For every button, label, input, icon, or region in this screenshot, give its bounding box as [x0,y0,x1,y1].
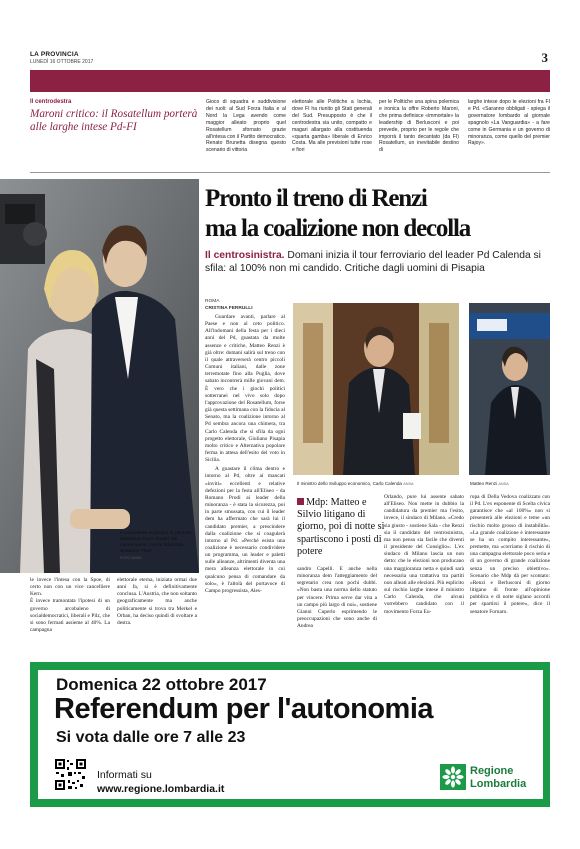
regione-lombardia-wordmark [470,765,526,790]
photo-renzi-credit: ANSA [498,482,509,486]
pull-quote-square-icon [297,498,304,505]
main-headline [205,184,550,244]
photo-kurz-image [0,179,199,573]
subhead-label: Il centrosinistra. [205,250,285,261]
photo-renzi-image [469,303,550,475]
pull-quote [297,497,385,558]
main-body-col-3: sandro Capelli. E anche nella minoranza dem l'atteggiamento del segretario crea non pochi dubbi. «Non basta una norma dello statuto per vincere. Prima serve dar vita a un campo più largo di noi», sostiene Gianni Cuperlo esprimendo le preoccupazioni che sono anche di Andrea [297,566,377,630]
dateline-city: ROMA [205,299,220,304]
photo-kurz-caption [120,531,204,562]
divider [30,172,550,173]
ad-info-label: Informati su [97,769,152,781]
section-banner [30,70,550,92]
top-article-col-3: per le Politiche una spina polemica e ironica la offre Roberto Maroni, che prima definisce «immortale» la leadership di Berlusconi e poi prevede, proprio per le regole che imporrà il tanto decantato (da FI) Rosatellum, un inevitabile destino di [379,99,459,154]
ad-date: Domenica 22 ottobre 2017 [56,675,267,694]
regione-lombardia-logo-icon [440,764,466,790]
ad-url-link[interactable]: www.regione.lombardia.it [97,783,225,795]
masthead: LA PROVINCIA [30,51,79,58]
brand-line-2: Lombardia [470,777,527,790]
top-article-title: Maroni critico: il Rosatellum porterà alle larghe intese Pd-FI [30,108,198,133]
photo-kurz [0,179,199,573]
main-body-p1: Guardare avanti, parlare al Paese e non al ceto politico. All'indomani della festa per i dieci anni del Pd, guastata da molte assenze e critiche, Matteo Renzi è già oltre: domani salirà sul treno con il quale attraverserà centro piccoli Comuni italiani, dalle zone terremotate fino alla Puglia, dove sabato incontrerà mille giovani dem. È vero che i giochi politici sotterranei nel vivo solo dopo l'approvazione del Rosatellum, forse già questa settimana con la fiducia al Senato, ma la coalizione intorno al Pd sembra ancora una chimera, tra Carlo Calenda che si sfila da ogni progetto elettorale, Giuliano Pisapia molto critico e Alternativa popolare ferma in attesa dell'esito del voto in Sicilia. [205,314,285,464]
main-body-p2: A guastare il clima dentro e intorno al Pd, oltre ai mancati «inviti» eccellenti e relative defezioni per la festa all'Eliseo - da Romano Prodi ai leader della minoranza - è stata la sicurezza, poi in parte smussata, con cui il leader dem ha affermato che sarà lui il candidato premier, a prescindere dalla coalizione che si coagulerà intorno al Pd. «Perché esista una coalizione è necessario condividere un programma, un leader e paletti sulle alleanze, altrimenti diventa una mera alleanza elettorale in cui qualcuno pensa di comandare da solo», è l'altolà del portavoce di Campo progressista, Ales- [205,466,285,594]
ad-subtitle: Si vota dalle ore 7 alle 23 [56,729,246,746]
photo-calenda-caption [297,481,467,486]
left-body-col-2: elettorale eterna, iniziata ormai due anni fa, si è definitivamente conclusa. L'Austria, che non soltanto geograficamente ma anche politicamente si trova tra Merkel e Orban, ha deciso quindi di svoltare a destra. [117,577,197,626]
page-number: 3 [541,50,548,65]
ad-title: Referendum per l'autonomia [54,693,434,725]
photo-calenda-caption-text: Il ministro dello Sviluppo economico, Carlo Calenda [297,481,402,486]
author: CRISTINA FERRULLI [205,306,253,311]
photo-kurz-caption-text: Il cancelliere austriaco in pectore Sebastian Kurz, leader dei conservatori, con la fidanzata Susanne Thier [120,531,192,554]
top-kicker: Il centrodestra [30,99,72,105]
top-article-col-4: larghe intese dopo le elezioni fra FI e Pd. «Saranno obbligati - spiega il governatore lombardo al giornale spagnolo «La Vanguardia» - a fare come in Germania e un governo di minoranza, come quello del premier Rajoy». [468,99,550,147]
ad-info [97,768,224,796]
qr-code-icon[interactable] [54,758,87,791]
main-body-col-4: Orlando, pure lui assente sabato all'Eliseo. Non mette in dubbio la candidatura da premier ma l'esito, invece, il sindaco di Milano. «Credo sia giusto - sostiene Sala - che Renzi sia il candidato del centrosinistra, ma non penso sia facile che diventi il presidente del Consiglio». L'ex sindaco di Milano lascia un non detto: che le elezioni non producano una maggioranza netta e quindi sarà necessaria una trattativa tra partiti non alleati alle elezioni. Più esplicito sul rischio larghe intese il ministro Carlo Calenda, che alcuni vorrebbero candidato con il movimento Forza Eu- [384,494,464,615]
photo-calenda-image [293,303,459,475]
left-body-col-1: le invece l'intesa con la Spoe, di certo non con un vice cancelliere Kern. È invece tramontata l'ipotesi di un governo arcobaleno di socialdemocratici, liberali e Pilz, che si sono fermati assieme al 40%. La campagna [30,577,110,634]
photo-calenda-credit: ANSA [403,482,414,486]
photo-renzi-caption [470,481,550,486]
byline [205,298,253,312]
main-subhead [205,250,550,275]
photo-kurz-credit: FOTO ANSA [120,556,142,560]
photo-renzi-caption-text: Matteo Renzi [470,481,498,486]
headline-line-1: Pronto il treno di Renzi [205,185,427,212]
issue-date: LUNEDÌ 16 OTTOBRE 2017 [30,59,94,65]
pull-quote-text: Mdp: Matteo e Silvio litigano di giorno, poi di notte si spartiscono i posti di potere [297,497,385,557]
headline-line-2: ma la coalizione non decolla [205,215,470,242]
main-body-col-1 [205,314,285,595]
main-body-col-5: ropa di Della Vedova coalizzato con il Pd. L'ex esponente di Scelta civica garantisce che «al 100%» non si presenterà alle elezioni e teme «un rischio molto grosso di instabilità». «La grande coalizione è interessante se ha un compito interessante», premette, ma «corriamo il rischio di una campagna elettorale poco seria e di un governo di grande coalizione senza un preciso obiettivo». Scenario che Mdp dà per scontato: «Renzi e Berlusconi di giorno litigano di fronte all'opinione pubblica e di notte siglano accordi per spartirsi il potere», dice il senatore Fornaro. [470,494,550,615]
subhead-text: Domani inizia il tour ferroviario del leader Pd Calenda si sfila: al 100% non mi candido. Critiche dagli uomini di Pisapia [205,250,541,274]
top-article-col-2: elettorale alle Politiche a Ischia, dove FI ha riunito gli Stati generali del Sud. Presupposto è che il centrodestra sia unito, compatto e magari allargato alla costituenda «quarta gamba» liberale di Enrico Costa. Ma alle previsioni tutte rose e fiori [292,99,372,154]
photo-renzi [469,303,550,475]
top-article-col-1: Gioco di squadra e suddivisione dei ruoli: al Sud Forza Italia e al Nord la Lega avendo come maggior alleato proprio quel Rosatellum sfornato grazie all'intesa con il Partito democratico. Renato Brunetta disegna questo scenario di vittoria [206,99,286,154]
photo-calenda [293,303,459,475]
brand-line-1: Regione [470,765,514,777]
